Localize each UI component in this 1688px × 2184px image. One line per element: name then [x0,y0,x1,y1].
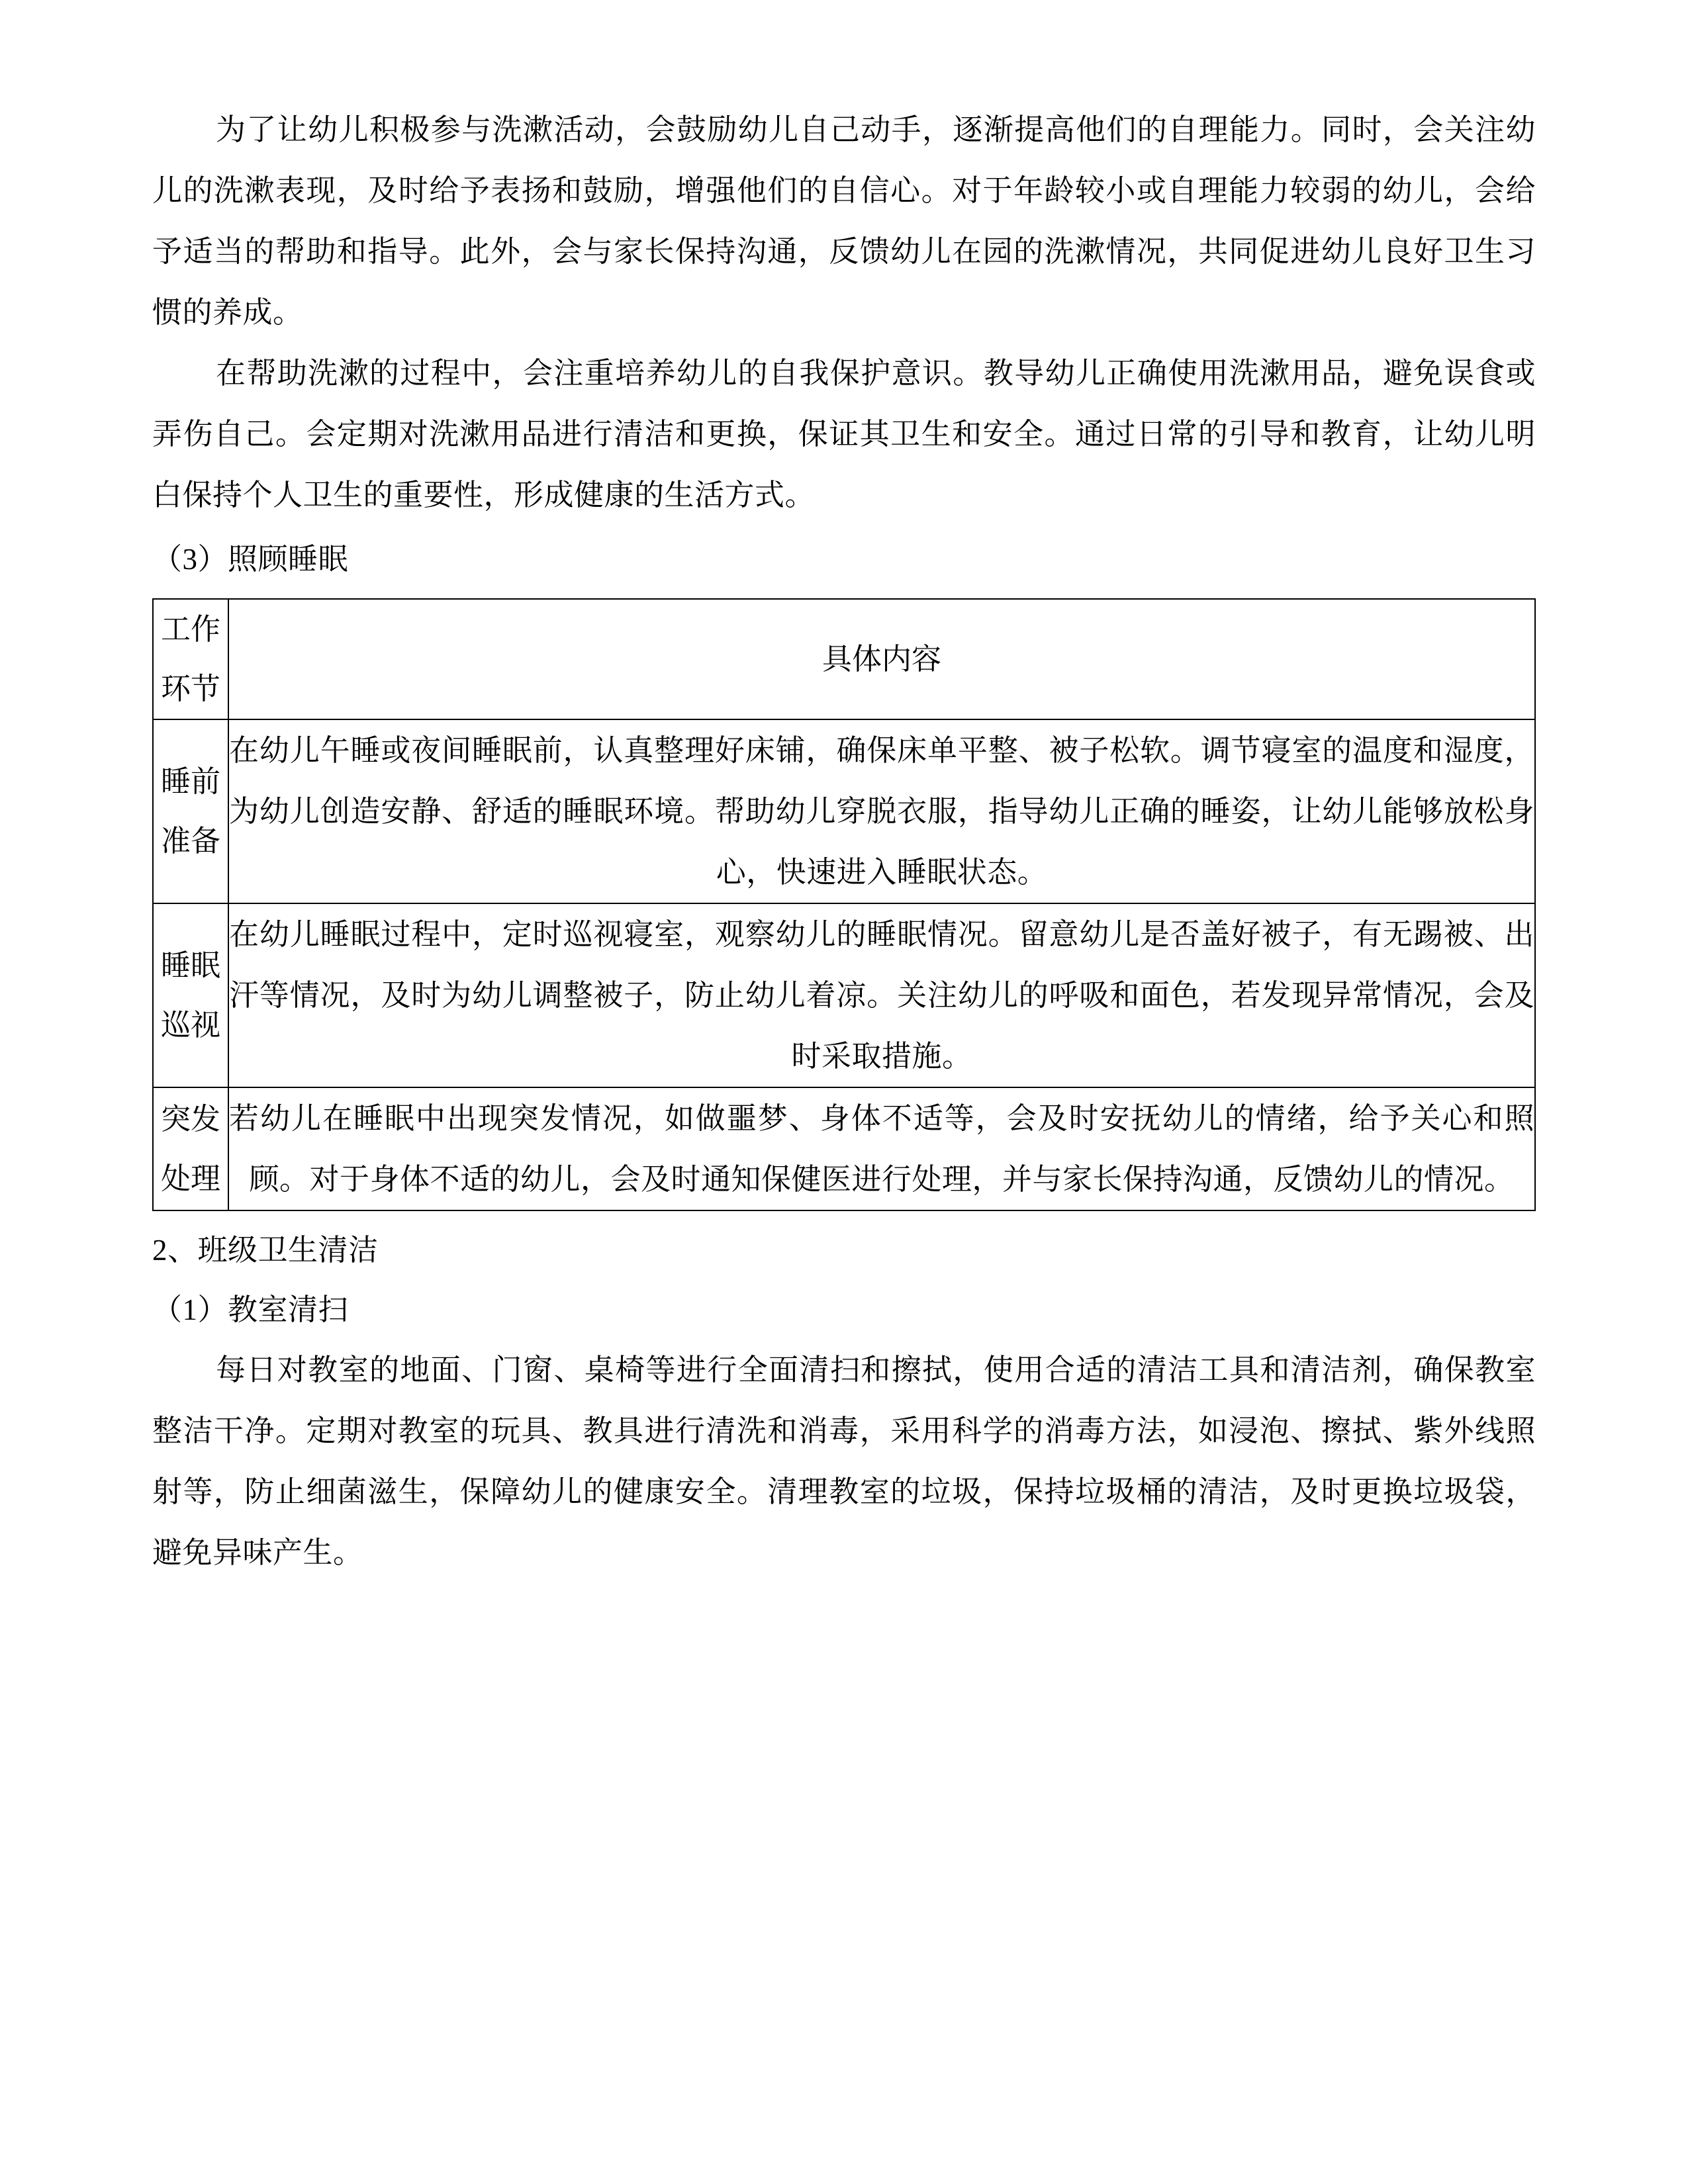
section-heading-sleep-care: （3）照顾睡眠 [152,543,349,576]
table-row [153,1087,1535,1210]
table-cell-detail: 若幼儿在睡眠中出现突发情况，如做噩梦、身体不适等，会及时安抚幼儿的情绪，给予关心和照顾。对于身体不适的幼儿，会及时通知保健医进行处理，并与家长保持沟通，反馈幼儿的情况。 [228,1087,1535,1210]
table-body [153,719,1535,1210]
table-header-detail: 具体内容 [228,599,1535,719]
table-cell-detail: 在幼儿午睡或夜间睡眠前，认真整理好床铺，确保床单平整、被子松软。调节寝室的温度和湿度，为幼儿创造安静、舒适的睡眠环境。帮助幼儿穿脱衣服，指导幼儿正确的睡姿，让幼儿能够放松身心，快速进入睡眠状态。 [228,719,1535,903]
table-cell-stage: 睡眠巡视 [153,903,228,1087]
paragraph-washing-participation: 为了让幼儿积极参与洗漱活动，会鼓励幼儿自己动手，逐渐提高他们的自理能力。同时，会关注幼儿的洗漱表现，及时给予表扬和鼓励，增强他们的自信心。对于年龄较小或自理能力较弱的幼儿，会给予适当的帮助和指导。此外，会与家长保持沟通，反馈幼儿在园的洗漱情况，共同促进幼儿良好卫生习惯的养成。 [152,113,1536,329]
table-cell-stage: 睡前准备 [153,719,228,903]
paragraph-washing-safety: 在帮助洗漱的过程中，会注重培养幼儿的自我保护意识。教导幼儿正确使用洗漱用品，避免误食或弄伤自己。会定期对洗漱用品进行清洁和更换，保证其卫生和安全。通过日常的引导和教育，让幼儿明白保持个人卫生的重要性，形成健康的生活方式。 [152,357,1536,512]
table-row [153,719,1535,903]
table-cell-detail: 在幼儿睡眠过程中，定时巡视寝室，观察幼儿的睡眠情况。留意幼儿是否盖好被子，有无踢被、出汗等情况，及时为幼儿调整被子，防止幼儿着凉。关注幼儿的呼吸和面色，若发现异常情况，会及时采取措施。 [228,903,1535,1087]
subsection-heading-classroom-cleaning: （1）教室清扫 [152,1293,349,1326]
section-heading-class-hygiene: 2、班级卫生清洁 [152,1234,379,1267]
sleep-care-table [152,598,1536,1211]
table-header-row [153,599,1535,719]
table-cell-stage: 突发处理 [153,1087,228,1210]
spacer [152,1211,1536,1220]
table-row [153,903,1535,1087]
table-header-stage: 工作环节 [153,599,228,719]
page-content [152,99,1536,1583]
paragraph-classroom-cleaning: 每日对教室的地面、门窗、桌椅等进行全面清扫和擦拭，使用合适的清洁工具和清洁剂，确保教室整洁干净。定期对教室的玩具、教具进行清洗和消毒，采用科学的消毒方法，如浸泡、擦拭、紫外线照射等，防止细菌滋生，保障幼儿的健康安全。清理教室的垃圾，保持垃圾桶的清洁，及时更换垃圾袋，避免异味产生。 [152,1353,1536,1569]
table-header [153,599,1535,719]
